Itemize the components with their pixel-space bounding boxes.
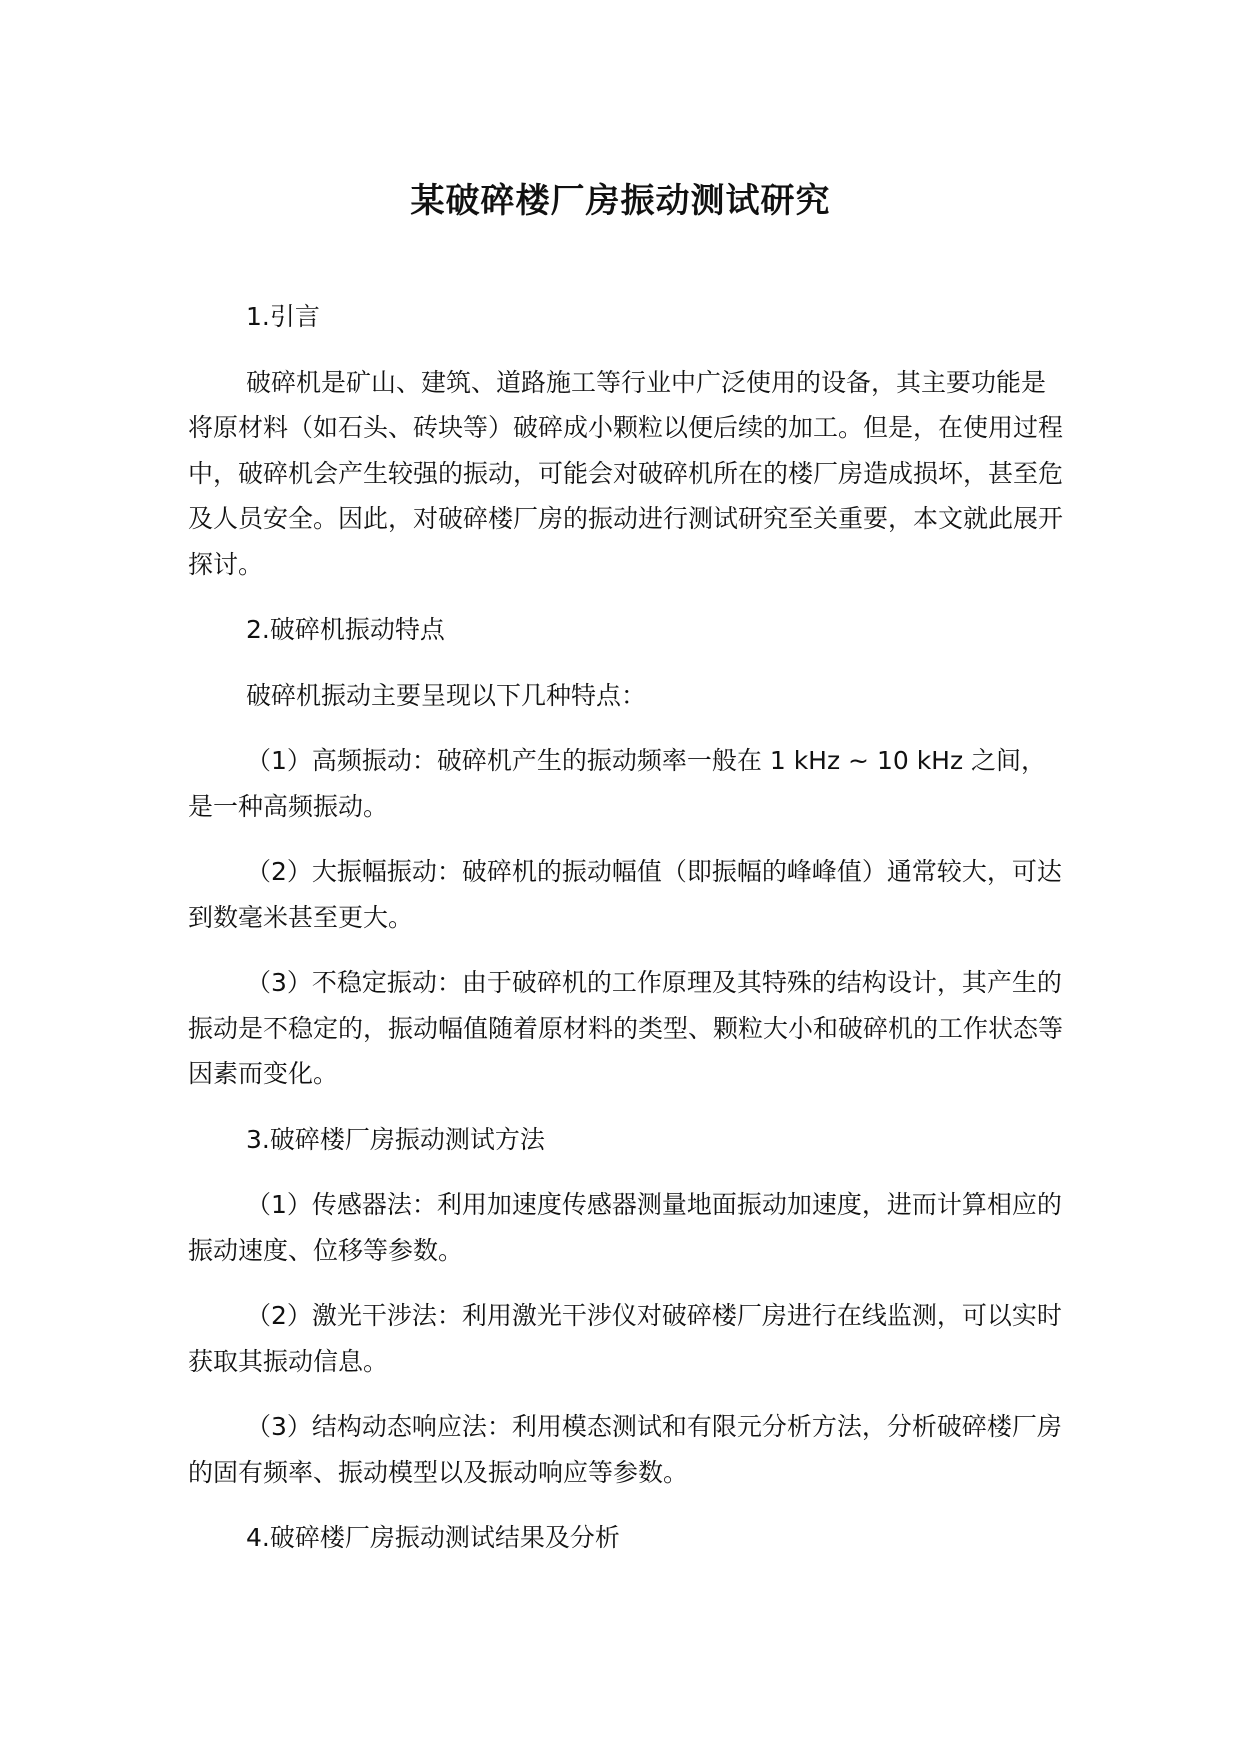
paragraph-method-sensor: （1）传感器法：利用加速度传感器测量地面振动加速度，进而计算相应的振动速度、位移等参数。: [188, 1190, 1062, 1265]
section-heading-results: 4.破碎楼厂房振动测试结果及分析: [246, 1523, 620, 1552]
section-heading-vibration-features: 2.破碎机振动特点: [246, 615, 445, 644]
paragraph-feature-unstable: （3）不稳定振动：由于破碎机的工作原理及其特殊的结构设计，其产生的振动是不稳定的，振动幅值随着原材料的类型、颗粒大小和破碎机的工作状态等因素而变化。: [188, 968, 1064, 1088]
paragraph-features-intro: 破碎机振动主要呈现以下几种特点：: [246, 680, 647, 710]
paragraph-method-structural-response: （3）结构动态响应法：利用模态测试和有限元分析方法，分析破碎楼厂房的固有频率、振动模型以及振动响应等参数。: [188, 1412, 1062, 1487]
paragraph-method-laser: （2）激光干涉法：利用激光干涉仪对破碎楼厂房进行在线监测，可以实时获取其振动信息。: [188, 1301, 1062, 1376]
paragraph-introduction: 破碎机是矿山、建筑、道路施工等行业中广泛使用的设备，其主要功能是将原材料（如石头、砖块等）破碎成小颗粒以便后续的加工。但是，在使用过程中，破碎机会产生较强的振动，可能会对破碎机所在的楼厂房造成损坏，甚至危及人员安全。因此，对破碎楼厂房的振动进行测试研究至关重要，本文就此展开探讨。: [188, 367, 1064, 579]
document-body: [188, 294, 1068, 1581]
section-heading-test-methods: 3.破碎楼厂房振动测试方法: [246, 1124, 545, 1154]
section-heading-introduction: 1.引言: [246, 302, 320, 331]
document-title: 某破碎楼厂房振动测试研究: [410, 181, 831, 221]
paragraph-feature-large-amplitude: （2）大振幅振动：破碎机的振动幅值（即振幅的峰峰值）通常较大，可达到数毫米甚至更大。: [188, 857, 1062, 932]
paragraph-feature-high-frequency: （1）高频振动：破碎机产生的振动频率一般在 1 kHz ~ 10 kHz 之间，是一种高频振动。: [188, 746, 1047, 821]
